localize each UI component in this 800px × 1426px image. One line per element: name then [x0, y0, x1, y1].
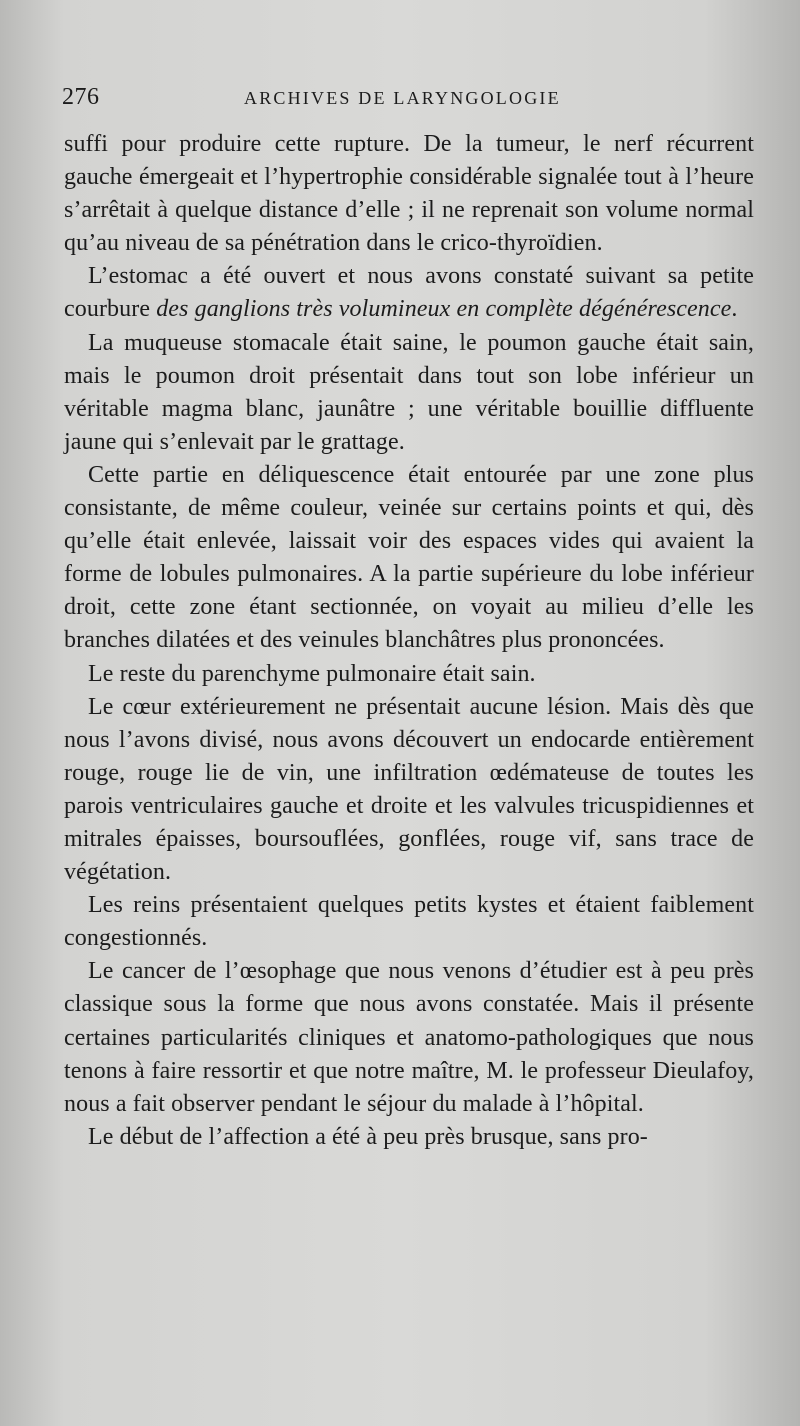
paragraph: Le cœur extérieurement ne présentait aucune lésion. Mais dès que nous l’avons divisé, nous avons découvert un endocarde entièrement rouge, rouge lie de vin, une infiltration œdémateuse de toutes les parois ventriculaires gauche et droite et les valvules tricuspidiennes et mitrales épaisses, boursouflées, gonflées, rouge vif, sans trace de végétation. [64, 693, 754, 886]
paragraph-text: . [731, 296, 738, 323]
paragraph [64, 260, 754, 326]
page-number: 276 [62, 84, 100, 110]
running-head [62, 84, 742, 118]
paragraph: La muqueuse stomacale était saine, le poumon gauche était sain, mais le poumon droit présentait dans tout son lobe inférieur un véritable magma blanc, jaunâtre ; une véritable bouillie diffluente jaune qui s’enlevait par le grattage. [64, 329, 754, 455]
paragraph: Le cancer de l’œsophage que nous venons d’étudier est à peu près classique sous la forme que nous avons constatée. Mais il présente certaines particularités cliniques et anatomo-pathologiques que nous tenons à faire ressortir et que notre maître, M. le professeur Dieulafoy, nous a fait observer pendant le séjour du malade à l’hôpital. [64, 958, 754, 1117]
paragraph: Le reste du parenchyme pulmonaire était sain. [88, 660, 536, 687]
paragraph-text: L’estomac a été ouvert et nous avons constaté suivant sa petite courbure [64, 263, 754, 323]
paragraph: Le début de l’affection a été à peu près brusque, sans pro- [88, 1123, 648, 1150]
running-title: ARCHIVES DE LARYNGOLOGIE [244, 88, 561, 108]
paragraph: suffi pour produire cette rupture. De la tumeur, le nerf récurrent gauche émergeait et l’hypertrophie considérable signalée tout à l’heure s’arrêtait à quelque distance d’elle ; il ne reprenait son volume normal qu’au niveau de sa pénétration dans le crico-thyroïdien. [64, 131, 754, 257]
paragraph: Les reins présentaient quelques petits kystes et étaient faiblement congestionnés. [64, 892, 754, 952]
body-text [64, 128, 754, 1154]
paragraph: Cette partie en déliquescence était entourée par une zone plus consistante, de même couleur, veinée sur certains points et qui, dès qu’elle était enlevée, laissait voir des espaces vides qui avaient la forme de lobules pulmonaires. A la partie supérieure du lobe inférieur droit, cette zone étant sectionnée, on voyait au milieu d’elle les branches dilatées et des veinules blanchâtres plus prononcées. [64, 461, 754, 654]
italic-phrase: des ganglions très volumineux en complète dégénérescence [156, 296, 732, 323]
